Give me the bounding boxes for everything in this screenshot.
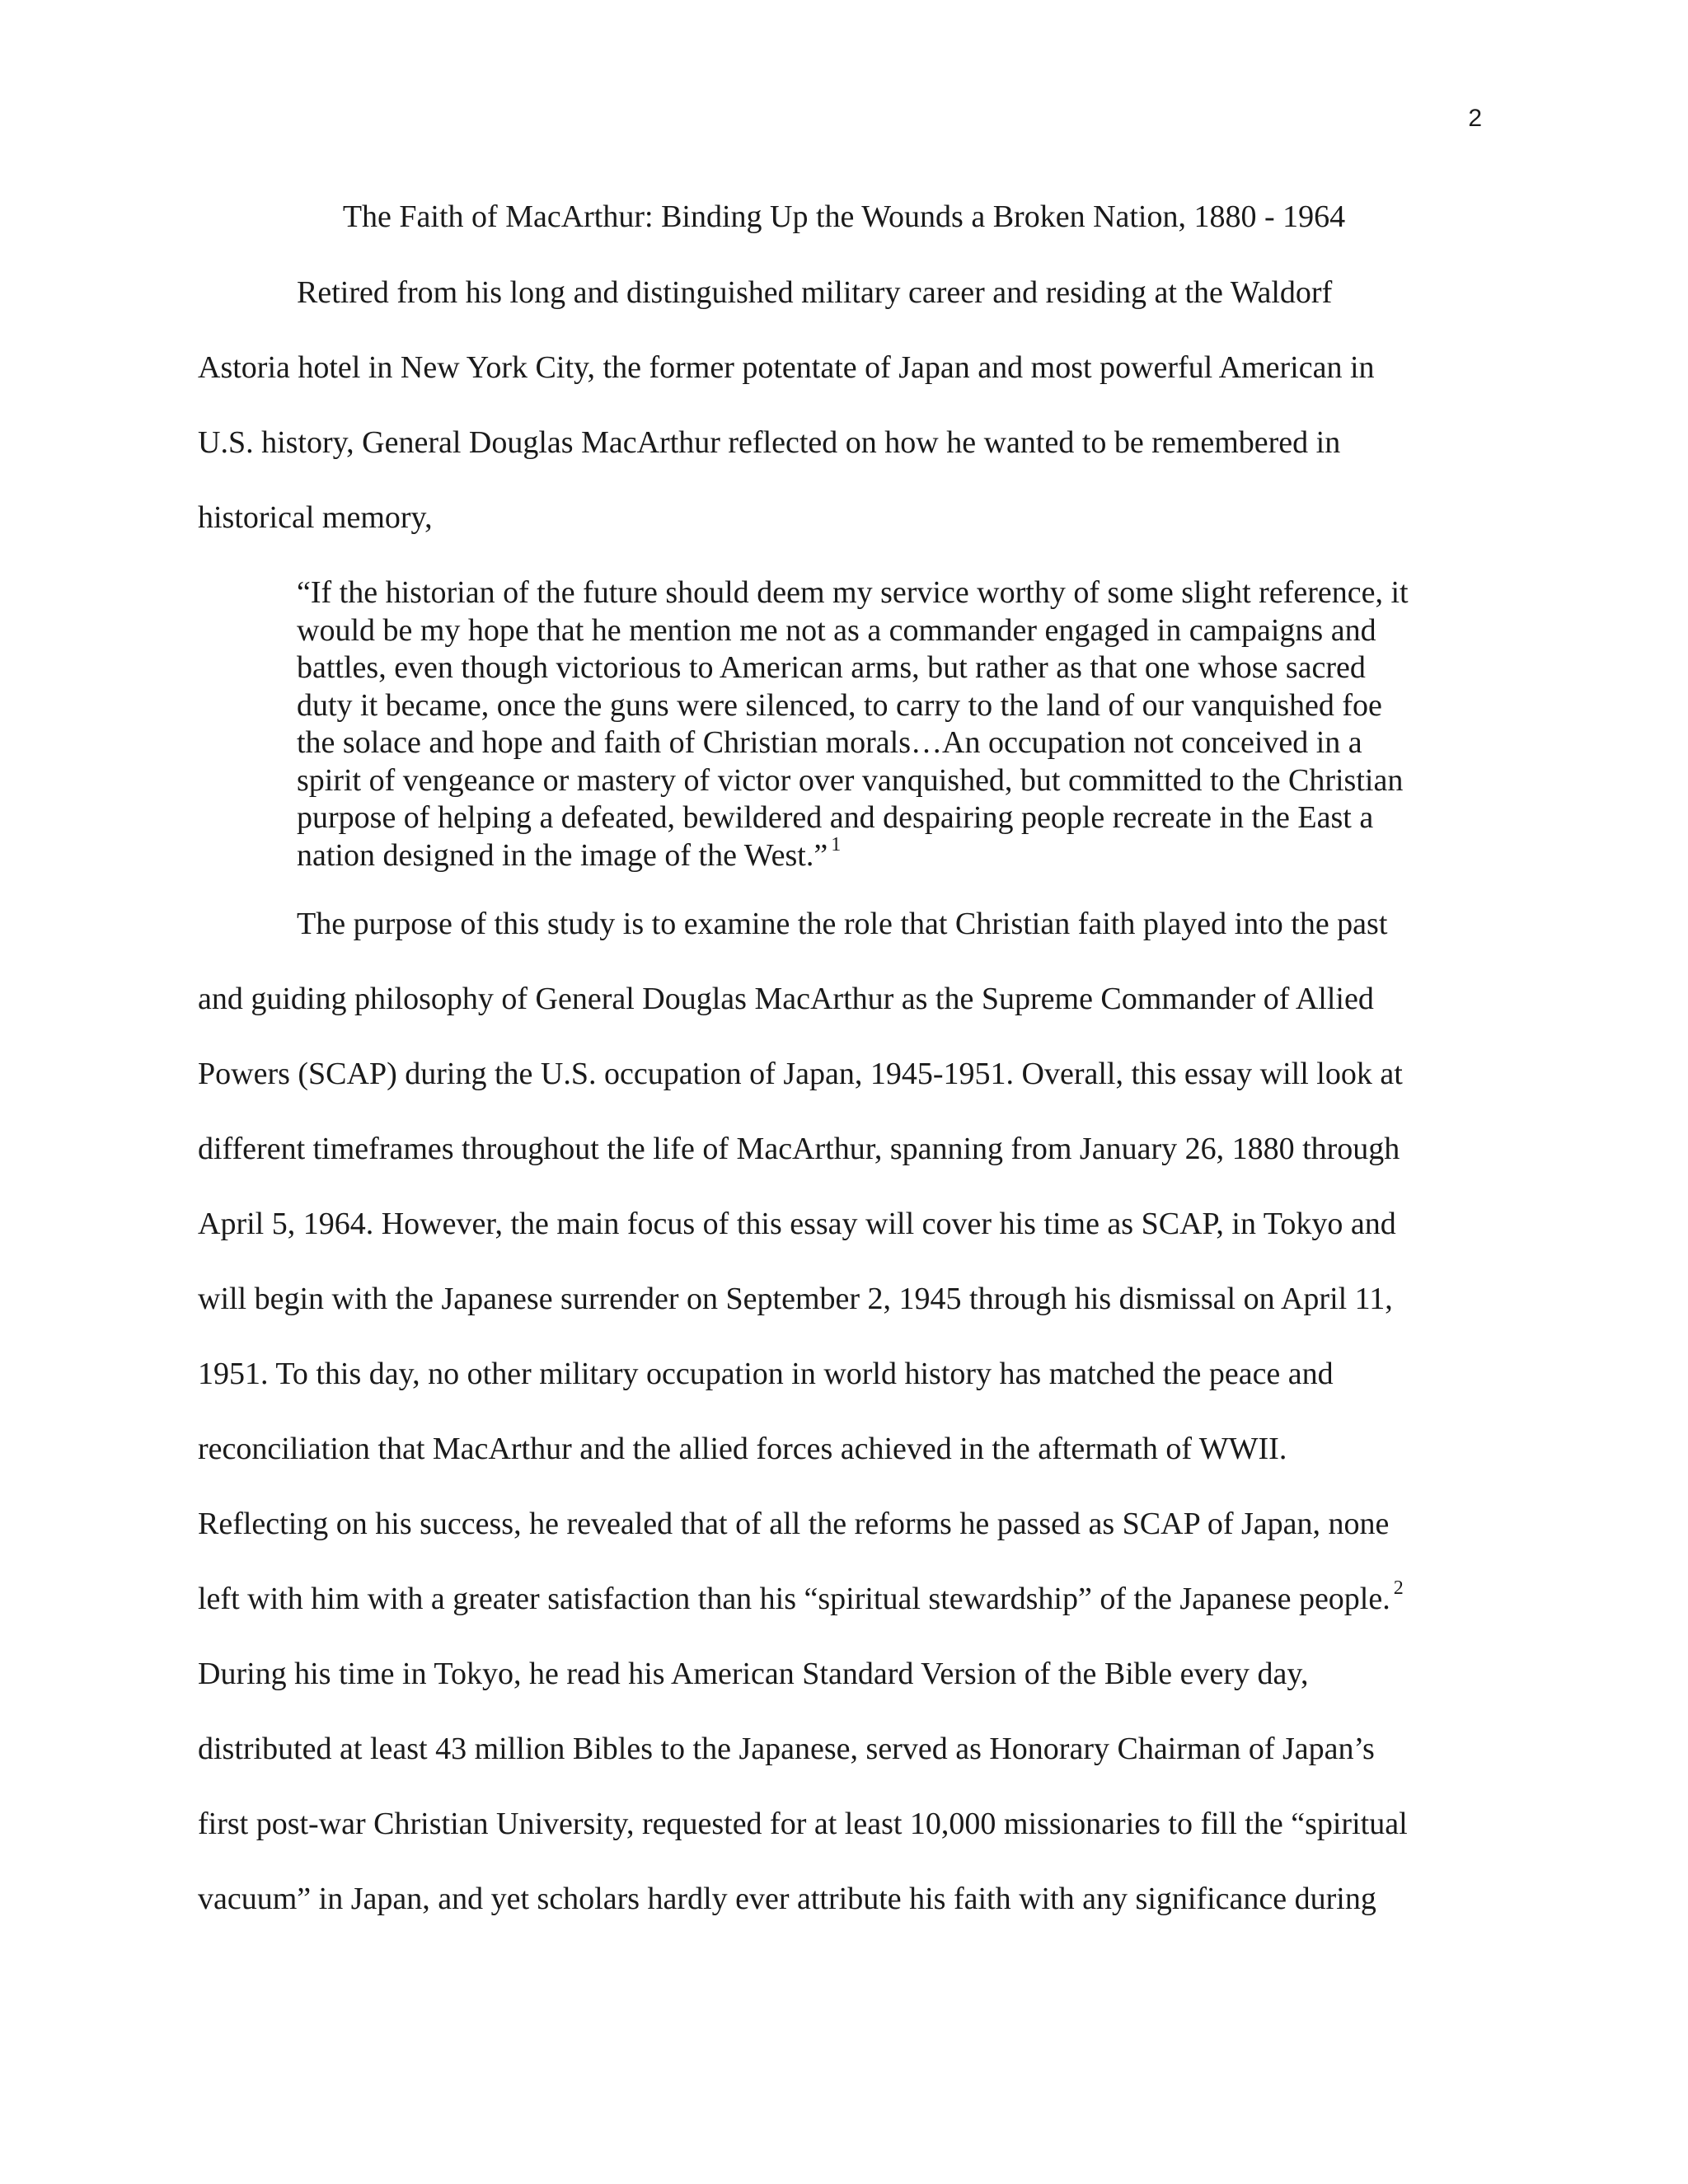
quote-line-last xyxy=(297,834,842,874)
paragraph2-line: reconciliation that MacArthur and the allied forces achieved in the aftermath of WWII. xyxy=(198,1432,1287,1466)
paragraph1-line: Retired from his long and distinguished military career and residing at the Waldorf xyxy=(297,275,1333,310)
paragraph2-line: The purpose of this study is to examine the role that Christian faith played into the past xyxy=(297,907,1388,941)
quote-text: nation designed in the image of the West.” xyxy=(297,838,828,873)
quote-line: the solace and hope and faith of Christian morals…An occupation not conceived in a xyxy=(297,725,1362,760)
footnote-marker-1: 1 xyxy=(831,834,842,856)
paragraph2-line-footnoted xyxy=(198,1577,1404,1618)
paragraph2-line: April 5, 1964. However, the main focus of this essay will cover his time as SCAP, in Tokyo and xyxy=(198,1207,1396,1241)
paragraph1-line: U.S. history, General Douglas MacArthur reflected on how he wanted to be remembered in xyxy=(198,425,1341,460)
quote-line: “If the historian of the future should deem my service worthy of some slight reference, it xyxy=(297,575,1409,610)
quote-line: duty it became, once the guns were silenced, to carry to the land of our vanquished foe xyxy=(297,688,1382,723)
page-number: 2 xyxy=(1468,105,1482,132)
paragraph2-text: left with him with a greater satisfaction than his “spiritual stewardship” of the Japanese people. xyxy=(198,1582,1390,1616)
document-title: The Faith of MacArthur: Binding Up the Wounds a Broken Nation, 1880 - 1964 xyxy=(342,199,1346,234)
quote-line: spirit of vengeance or mastery of victor over vanquished, but committed to the Christian xyxy=(297,763,1404,798)
paragraph2-line: first post-war Christian University, requested for at least 10,000 missionaries to fill the “spiritual xyxy=(198,1807,1408,1841)
footnote-marker-2: 2 xyxy=(1393,1577,1404,1600)
paragraph2-line: vacuum” in Japan, and yet scholars hardly ever attribute his faith with any significance during xyxy=(198,1882,1376,1916)
paragraph2-line: During his time in Tokyo, he read his American Standard Version of the Bible every day, xyxy=(198,1657,1309,1691)
paragraph2-line: different timeframes throughout the life of MacArthur, spanning from January 26, 1880 through xyxy=(198,1132,1400,1166)
paragraph2-line: and guiding philosophy of General Douglas MacArthur as the Supreme Commander of Allied xyxy=(198,982,1374,1016)
quote-line: purpose of helping a defeated, bewildered and despairing people recreate in the East a xyxy=(297,800,1374,835)
paragraph1-line: Astoria hotel in New York City, the former potentate of Japan and most powerful American in xyxy=(198,350,1375,385)
quote-line: battles, even though victorious to American arms, but rather as that one whose sacred xyxy=(297,650,1366,685)
paragraph2-line: will begin with the Japanese surrender on September 2, 1945 through his dismissal on April 11, xyxy=(198,1282,1393,1316)
quote-line: would be my hope that he mention me not as a commander engaged in campaigns and xyxy=(297,613,1376,648)
paragraph2-line: 1951. To this day, no other military occupation in world history has matched the peace and xyxy=(198,1357,1334,1391)
paragraph1-line: historical memory, xyxy=(198,500,433,535)
paragraph2-line: distributed at least 43 million Bibles to the Japanese, served as Honorary Chairman of Japan’s xyxy=(198,1732,1375,1766)
paragraph2-line: Reflecting on his success, he revealed that of all the reforms he passed as SCAP of Japan, none xyxy=(198,1507,1390,1541)
paragraph2-line: Powers (SCAP) during the U.S. occupation of Japan, 1945-1951. Overall, this essay will look at xyxy=(198,1057,1403,1091)
